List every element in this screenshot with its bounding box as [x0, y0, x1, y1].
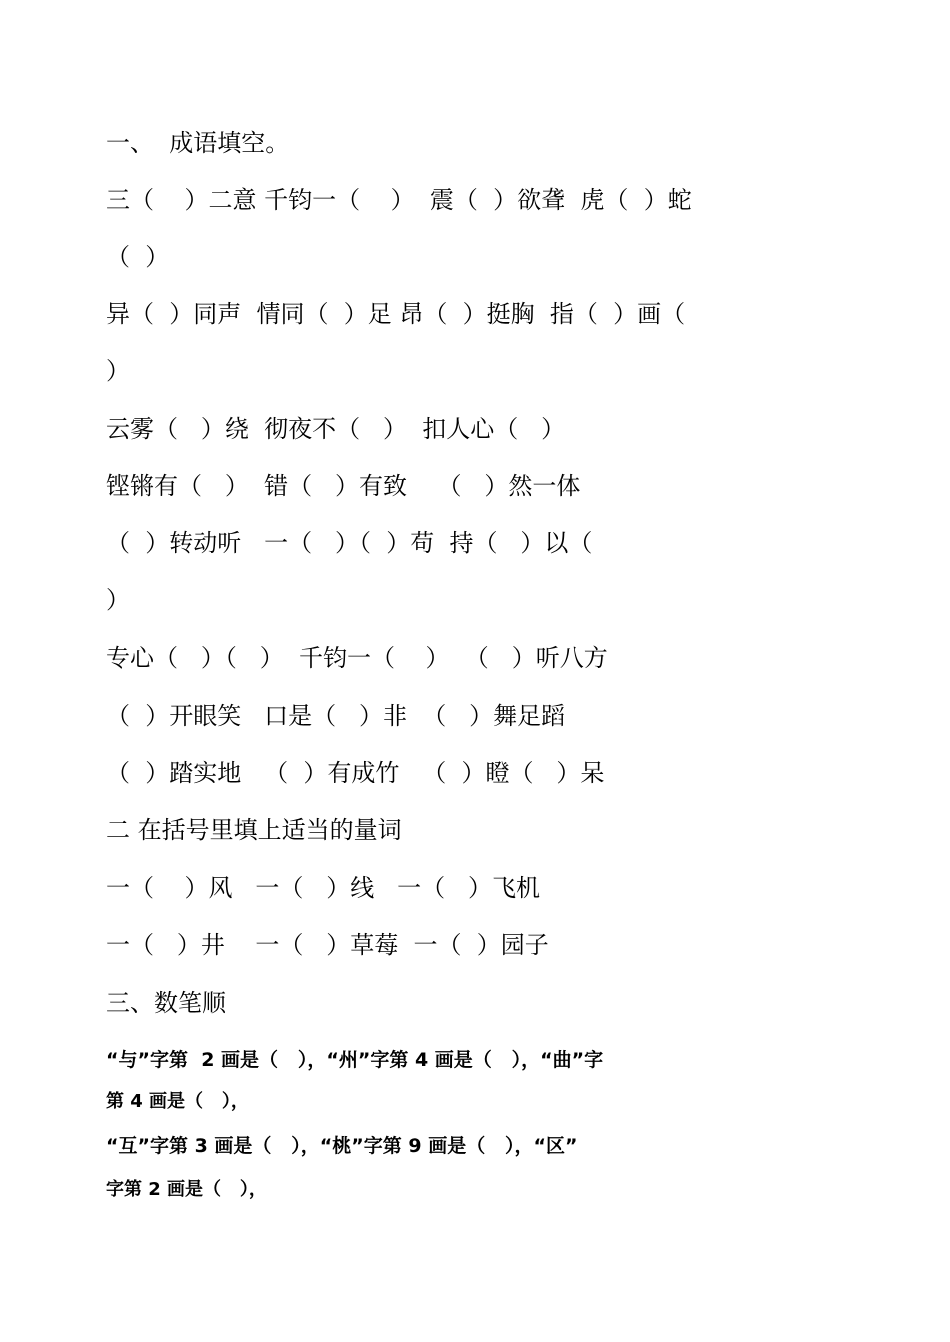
- idiom-line-5: 云雾（ ）绕 彻夜不（ ） 扣人心（ ）: [106, 415, 566, 443]
- section1-heading: 一、 成语填空。: [106, 129, 290, 157]
- stroke-order-line-3: “互”字第 3 画是（ ），“桃”字第 9 画是（ ），“区”: [106, 1135, 578, 1157]
- measure-word-line-1: 一（ ）风 一（ ）线 一（ ）飞机: [106, 874, 541, 902]
- section2-heading: 二 在括号里填上适当的量词: [106, 816, 402, 844]
- idiom-line-1: 三（ ）二意 千钧一（ ） 震（ ）欲聋 虎（ ）蛇: [106, 186, 692, 214]
- measure-word-line-2: 一（ ）井 一（ ）草莓 一（ ）园子: [106, 931, 549, 959]
- idiom-line-6: 铿锵有（ ） 错（ ）有致 （ ）然一体: [106, 472, 581, 500]
- idiom-line-8: ）: [106, 586, 130, 614]
- idiom-line-4: ）: [106, 357, 130, 385]
- stroke-order-line-1: “与”字第 2 画是（ ），“州”字第 4 画是（ ），“曲”字: [106, 1049, 604, 1071]
- idiom-line-11: （ ）踏实地 （ ）有成竹 （ ）瞪（ ）呆: [106, 759, 605, 787]
- idiom-line-7: （ ）转动听 一（ ）（ ）苟 持（ ）以（: [106, 529, 593, 557]
- idiom-line-9: 专心（ ）（ ） 千钧一（ ） （ ）听八方: [106, 644, 608, 672]
- stroke-order-line-2: 第 4 画是（ ），: [106, 1091, 249, 1112]
- idiom-line-10: （ ）开眼笑 口是（ ）非 （ ）舞足蹈: [106, 702, 566, 730]
- stroke-order-line-4: 字第 2 画是（ ），: [106, 1179, 267, 1200]
- section3-heading: 三、数笔顺: [106, 989, 226, 1017]
- idiom-line-3: 异（ ）同声 情同（ ）足 昂（ ）挺胸 指（ ）画（: [106, 300, 686, 328]
- idiom-line-2: （ ）: [106, 243, 170, 271]
